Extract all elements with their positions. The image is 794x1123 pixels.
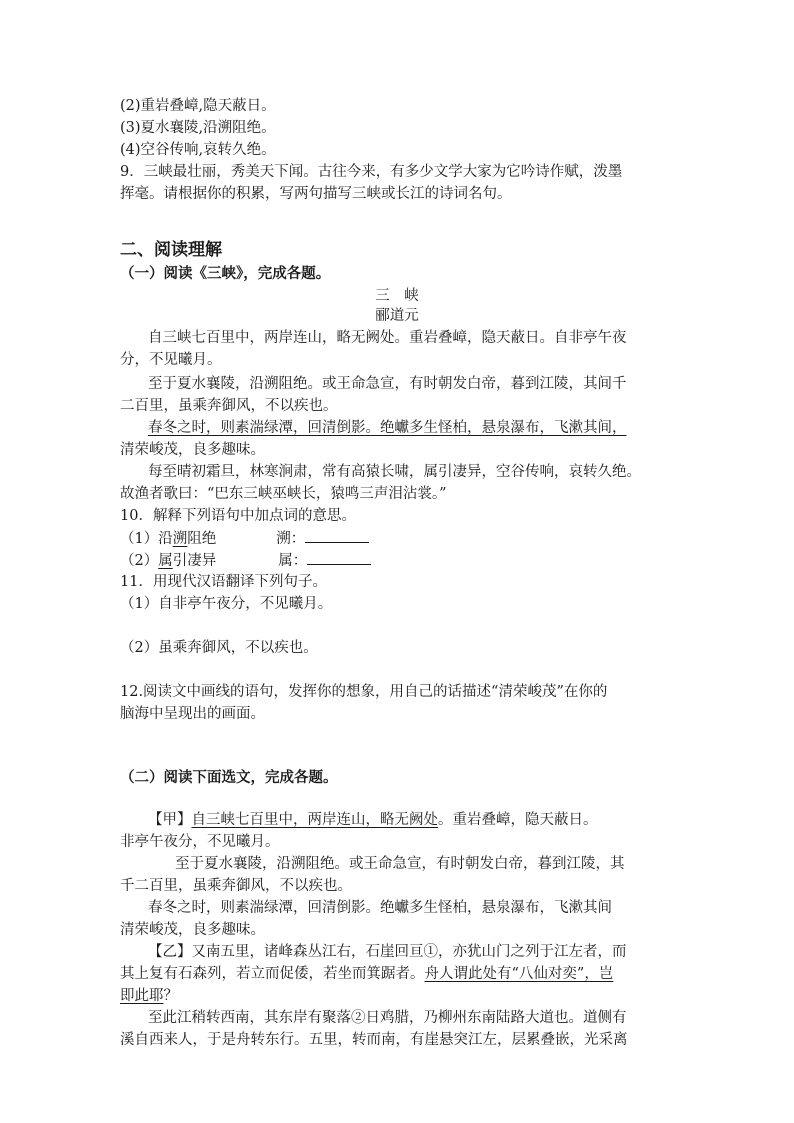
q10-1-answer-label: 溯： bbox=[276, 531, 306, 547]
yi-line3-rest: ？ bbox=[163, 988, 178, 1004]
yi-line2-text: 其上复有石森列，若立而促倭，若坐而箕踞者。 bbox=[120, 966, 425, 982]
part2-title: （二）阅读下面选文，完成各题。 bbox=[120, 770, 338, 786]
part1-title: （一）阅读《三峡》，完成各题。 bbox=[120, 266, 331, 282]
question-10-item-2 bbox=[120, 550, 371, 571]
question-11-item-1: （1）自非亭午夜分，不见曦月。 bbox=[120, 596, 333, 612]
jia-paragraph-3-line2: 清荣峻茂，良多趣味。 bbox=[120, 922, 265, 938]
jia-line2: 非亭午夜分，不见曦月。 bbox=[120, 834, 280, 850]
question-11-item-2: （2）虽乘奔御风，不以疾也。 bbox=[120, 640, 318, 656]
yi-paragraph-2-line1: 至此江稍转西南，其东岸有聚落②日鸡腊，乃柳州东南陆路大道也。道侧有 bbox=[148, 1010, 627, 1026]
section-title: 二、阅读理解 bbox=[120, 240, 222, 260]
yi-line2 bbox=[120, 964, 613, 984]
jia-paragraph-3-line1: 春冬之时，则素湍绿潭，回清倒影。绝巘多生怪柏，悬泉瀑布，飞漱其间 bbox=[148, 900, 612, 916]
q10-1-prefix: （1）沿 bbox=[120, 531, 173, 547]
article-author: 郦道元 bbox=[375, 308, 419, 324]
q10-2-answer-blank[interactable] bbox=[307, 550, 371, 565]
jia-line1 bbox=[148, 810, 598, 830]
yi-line3 bbox=[120, 986, 178, 1006]
question-10: 10．解释下列语句中加点词的意思。 bbox=[120, 508, 356, 524]
paragraph-2-line1: 至于夏水襄陵，沿溯阻绝。或王命急宣，有时朝发白帝，暮到江陵，其间千 bbox=[148, 376, 627, 392]
top-item-4: (4)空谷传响,哀转久绝。 bbox=[120, 142, 276, 158]
question-12-line1: 12.阅读文中画线的语句，发挥你的想象，用自己的话描述“清荣峻茂”在你的 bbox=[120, 684, 608, 700]
jia-underlined: 自三峡七百里中，两岸连山，略无阙处 bbox=[191, 812, 438, 828]
yi-paragraph-2-line2: 溪自西来人，于是舟转东行。五里，转而南，有崖悬突江左，层累叠嵌，光采离 bbox=[120, 1032, 628, 1048]
jia-paragraph-2-line2: 千二百里，虽乘奔御风，不以疾也。 bbox=[120, 878, 352, 894]
q10-2-answer-label: 属： bbox=[278, 553, 308, 569]
paragraph-3-line2: 清荣峻茂，良多趣味。 bbox=[120, 442, 265, 458]
yi-line3-underlined: 即此耶 bbox=[120, 988, 164, 1004]
q10-1-dotted-word: 溯 bbox=[172, 531, 188, 547]
paragraph-4-line1: 每至晴初霜旦，林寒涧肃，常有高猿长啸，属引凄异，空谷传响，哀转久绝。 bbox=[148, 464, 641, 480]
top-item-3: (3)夏水襄陵,沿溯阻绝。 bbox=[120, 120, 276, 136]
q10-1-suffix: 阻绝 bbox=[187, 531, 217, 547]
question-11: 11．用现代汉语翻译下列句子。 bbox=[120, 574, 327, 590]
q10-1-answer-blank[interactable] bbox=[305, 528, 369, 543]
paragraph-3-line1-underlined: 春冬之时，则素湍绿潭，回清倒影。绝巘多生怪柏，悬泉瀑布，飞漱其间， bbox=[148, 420, 627, 436]
question-12-line2: 脑海中呈现出的画面。 bbox=[120, 706, 265, 722]
question-9-line2: 挥毫。请根据你的积累，写两句描写三峡或长江的诗词名句。 bbox=[120, 186, 512, 202]
q10-2-suffix: 引凄异 bbox=[172, 553, 217, 569]
top-item-2: (2)重岩叠嶂,隐天蔽日。 bbox=[120, 98, 276, 114]
question-9-line1: 9．三峡最壮丽，秀美天下闻。古往今来，有多少文学大家为它吟诗作赋，泼墨 bbox=[120, 164, 623, 180]
yi-line1: 【乙】又南五里，诸峰森丛江右，石崖回亘①，亦犹山门之列于江左者，而 bbox=[148, 944, 627, 960]
yi-line2-underlined: 舟人谓此处有“八仙对奕”，岂 bbox=[424, 966, 614, 982]
paragraph-1-line2: 分，不见曦月。 bbox=[120, 352, 222, 368]
paragraph-1-line1: 自三峡七百里中，两岸连山，略无阙处。重岩叠嶂，隐天蔽日。自非亭午夜 bbox=[148, 330, 627, 346]
jia-label: 【甲】 bbox=[148, 812, 192, 828]
paragraph-2-line2: 二百里，虽乘奔御风，不以疾也。 bbox=[120, 398, 338, 414]
paragraph-4-line2: 故渔者歌曰：“巴东三峡巫峡长，猿鸣三声泪沾裳。” bbox=[120, 486, 447, 502]
jia-paragraph-2-line1: 至于夏水襄陵，沿溯阻绝。或王命急宣，有时朝发白帝，暮到江陵，其 bbox=[175, 856, 625, 872]
q10-2-dotted-word: 属 bbox=[158, 553, 173, 569]
q10-2-prefix: （2） bbox=[120, 553, 159, 569]
article-title: 三 峡 bbox=[375, 288, 419, 304]
question-10-item-1 bbox=[120, 528, 369, 549]
jia-rest: 。重岩叠嶂，隐天蔽日。 bbox=[438, 812, 598, 828]
